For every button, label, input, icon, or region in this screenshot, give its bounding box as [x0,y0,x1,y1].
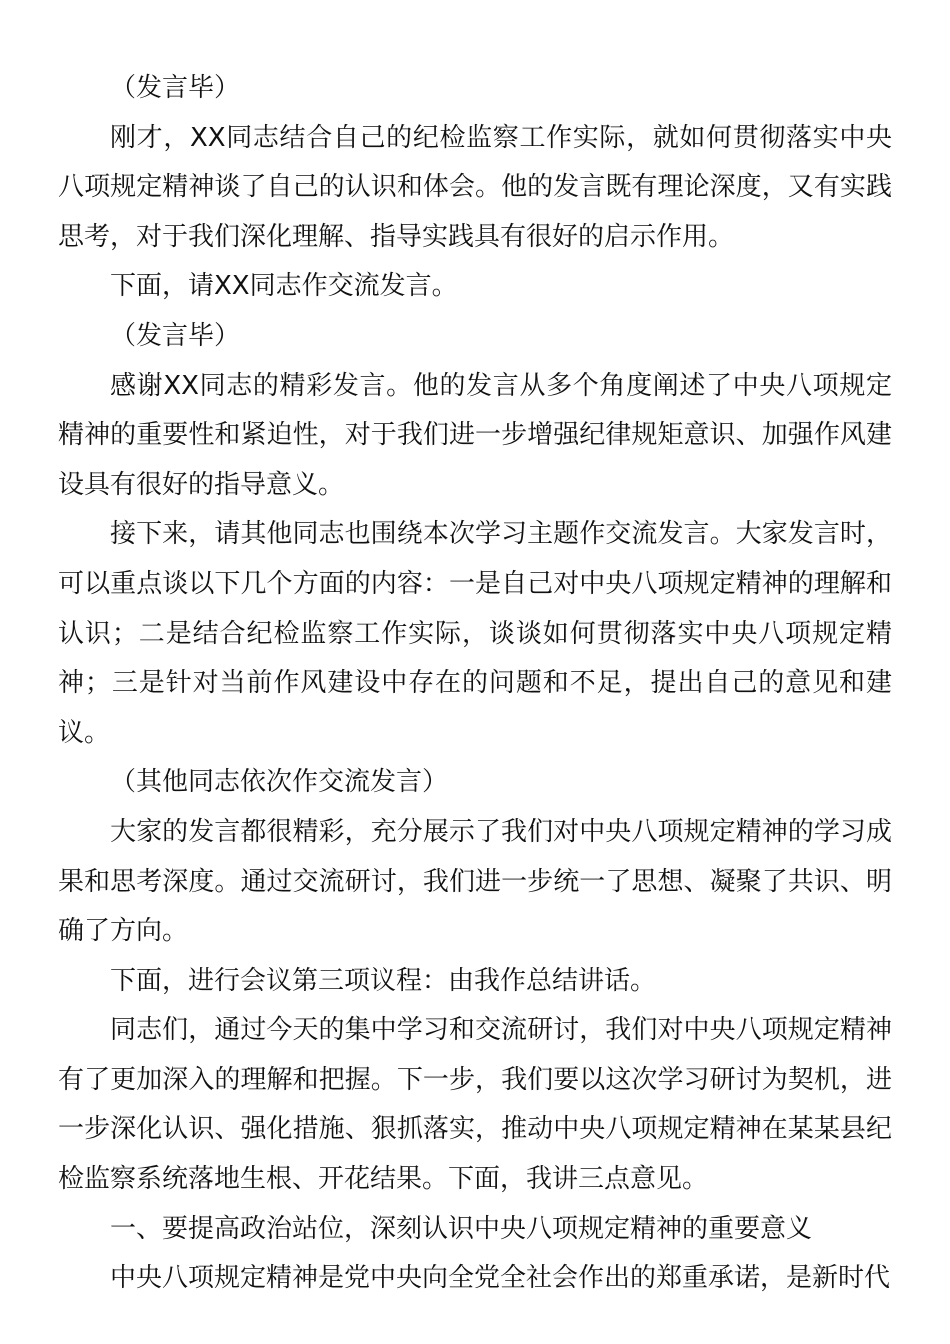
paragraph-speech-end-2: （发言毕） [110,320,241,351]
paragraph-closing-intro: 同志们，通过今天的集中学习和交流研讨，我们对中央八项规定精神有了更加深入的理解和把握。下一步，我们要以这次学习研讨为契机，进一步深化认识、强化措施、狠抓落实，推动中央八项规定精神在某某县纪检监察系统落地生根、开花结果。下面，我讲三点意见。 [58,1015,892,1195]
section-heading-1: 一、要提高政治站位，深刻认识中央八项规定精神的重要意义 [110,1213,813,1244]
paragraph-speech-end-1: （发言毕） [110,73,241,103]
paragraph-invite-speaker: 下面，请XX同志作交流发言。 [110,271,458,302]
paragraph-agenda-third: 下面，进行会议第三项议程：由我作总结讲话。 [110,965,657,996]
document-page [58,64,892,1304]
paragraph-invite-others: 接下来，请其他同志也围绕本次学习主题作交流发言。大家发言时，可以重点谈以下几个方面的内容：一是自己对中央八项规定精神的理解和认识；二是结合纪检监察工作实际，谈谈如何贯彻落实中央八项规定精神；三是针对当前作风建设中存在的问题和不足，提出自己的意见和建议。 [58,519,892,748]
paragraph-comment-2: 感谢XX同志的精彩发言。他的发言从多个角度阐述了中央八项规定精神的重要性和紧迫性，对于我们进一步增强纪律规矩意识、加强作风建设具有很好的指导意义。 [58,370,892,500]
paragraph-summary-comment: 大家的发言都很精彩，充分展示了我们对中央八项规定精神的学习成果和思考深度。通过交流研讨，我们进一步统一了思想、凝聚了共识、明确了方向。 [58,816,892,947]
paragraph-section-1-body: 中央八项规定精神是党中央向全党全社会作出的郑重承诺，是新时代 [110,1263,891,1294]
paragraph-others-speak: （其他同志依次作交流发言） [110,767,449,798]
paragraph-comment-1: 刚才，XX同志结合自己的纪检监察工作实际，就如何贯彻落实中央八项规定精神谈了自己的认识和体会。他的发言既有理论深度，又有实践思考，对于我们深化理解、指导实践具有很好的启示作用。 [58,122,892,252]
